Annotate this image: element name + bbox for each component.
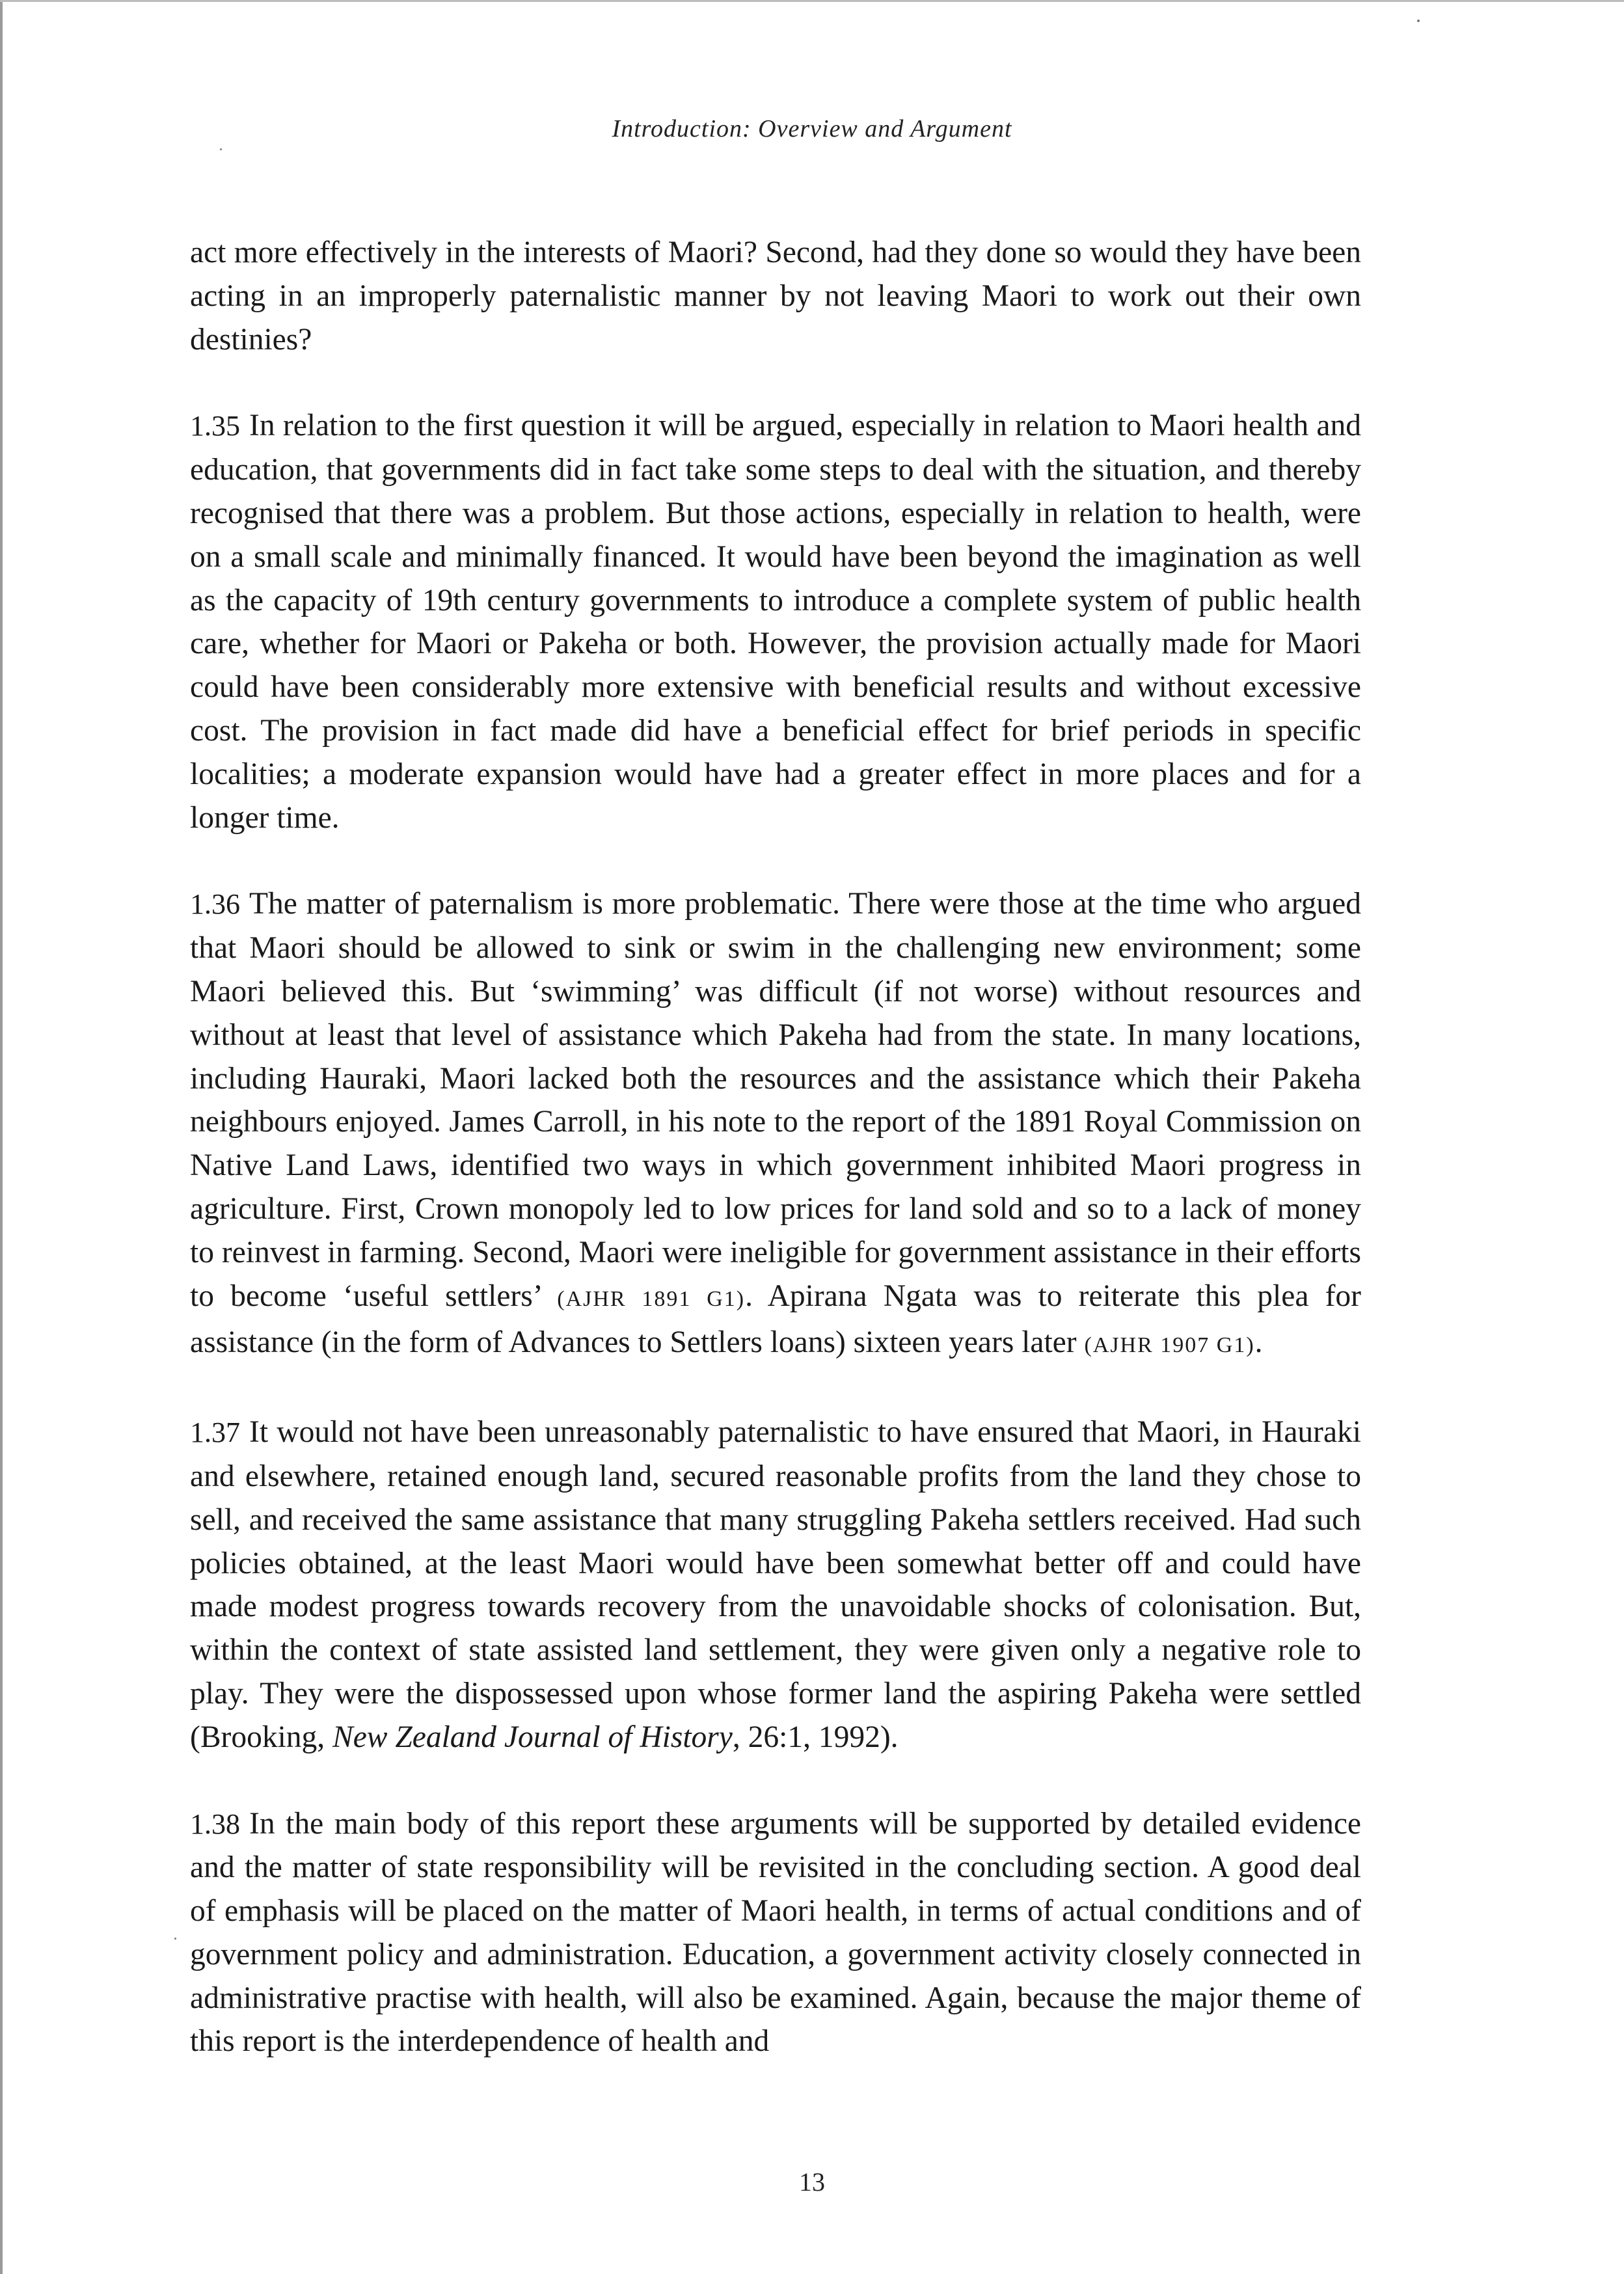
paragraph-text: . [1254, 1325, 1263, 1360]
paragraph-text: . Apirana Ngata was to reiterate this plea for assistance (in the form of Advances to Settlers loans) sixteen years later [190, 1279, 1362, 1360]
paragraph-number: 1.36 [190, 888, 240, 921]
scan-edge-top [0, 0, 1624, 2]
paragraph-continuation [190, 231, 1361, 361]
paragraph-1-38 [190, 1802, 1361, 2064]
journal-title: New Zealand Journal of History [332, 1720, 733, 1754]
body-text [190, 231, 1361, 2106]
scan-speck [220, 148, 222, 150]
paragraph-text: , 26:1, 1992). [732, 1720, 899, 1754]
scan-speck [174, 1938, 176, 1940]
scan-edge [0, 0, 3, 2274]
scan-speck [1417, 20, 1420, 22]
citation: (AJHR 1891 G1) [557, 1286, 746, 1311]
paragraph-number: 1.38 [190, 1807, 240, 1840]
citation: (AJHR 1907 G1) [1084, 1333, 1255, 1358]
paragraph-text: The matter of paternalism is more problematic. There were those at the time who argued that Maori should be allowed to sink or swim in the challenging new environment; some Maori believed this. But ‘swimming’ was difficult (if not worse) without resources and without at least that level of assistance which Pakeha had from the state. In many locations, including Hauraki, Maori lacked both the resources and the assistance which their Pakeha neighbours enjoyed. James Carroll, in his note to the report of the 1891 Royal Commission on Native Land Laws, identified two ways in which government inhibited Maori progress in agriculture. First, Crown monopoly led to low prices for land sold and so to a lack of money to reinvest in farming. Second, Maori were ineligible for government assistance in their efforts to become ‘useful settlers’ [190, 887, 1361, 1313]
page-number: 13 [799, 2167, 825, 2197]
paragraph-1-37 [190, 1411, 1361, 1759]
paragraph-number: 1.35 [190, 410, 240, 442]
paragraph-text: It would not have been unreasonably paternalistic to have ensured that Maori, in Hauraki and elsewhere, retained enough land, secured reasonable profits from the land they chose to sell, and received the same assistance that many struggling Pakeha settlers received. Had such policies obtained, at the least Maori would have been somewhat better off and could have made modest progress towards recovery from the unavoidable shocks of colonisation. But, within the context of state assisted land settlement, they were given only a negative role to play. They were the dispossessed upon whose former land the aspiring Pakeha were settled (Brooking, [190, 1415, 1361, 1754]
paragraph-number: 1.37 [190, 1416, 240, 1449]
paragraph-text: In the main body of this report these arguments will be supported by detailed evidence and the matter of state responsibility will be revisited in the concluding section. A good deal of emphasis will be placed on the matter of Maori health, in terms of actual conditions and of government policy and administration. Education, a government activity closely connected in administrative practise with health, will also be examined. Again, because the major theme of this report is the interdependence of health and [190, 1806, 1361, 2059]
running-head: Introduction: Overview and Argument [612, 115, 1012, 142]
paragraph-text: In relation to the first question it will be argued, especially in relation to Maori health and education, that governments did in fact take some steps to deal with the situation, and thereby recognised that there was a problem. But those actions, especially in relation to health, were on a small scale and minimally financed. It would have been beyond the imagination as well as the capacity of 19th century governments to introduce a complete system of public health care, whether for Maori or Pakeha or both. However, the provision actually made for Maori could have been considerably more extensive with beneficial results and without excessive cost. The provision in fact made did have a beneficial effect for brief periods in specific localities; a moderate expansion would have had a greater effect in more places and for a longer time. [190, 409, 1361, 835]
paragraph-1-35 [190, 404, 1361, 839]
paragraph-1-36 [190, 882, 1361, 1368]
paragraph-text: act more effectively in the interests of Maori? Second, had they done so would they have been acting in an improperly paternalistic manner by not leaving Maori to work out their own destinies? [190, 236, 1361, 357]
